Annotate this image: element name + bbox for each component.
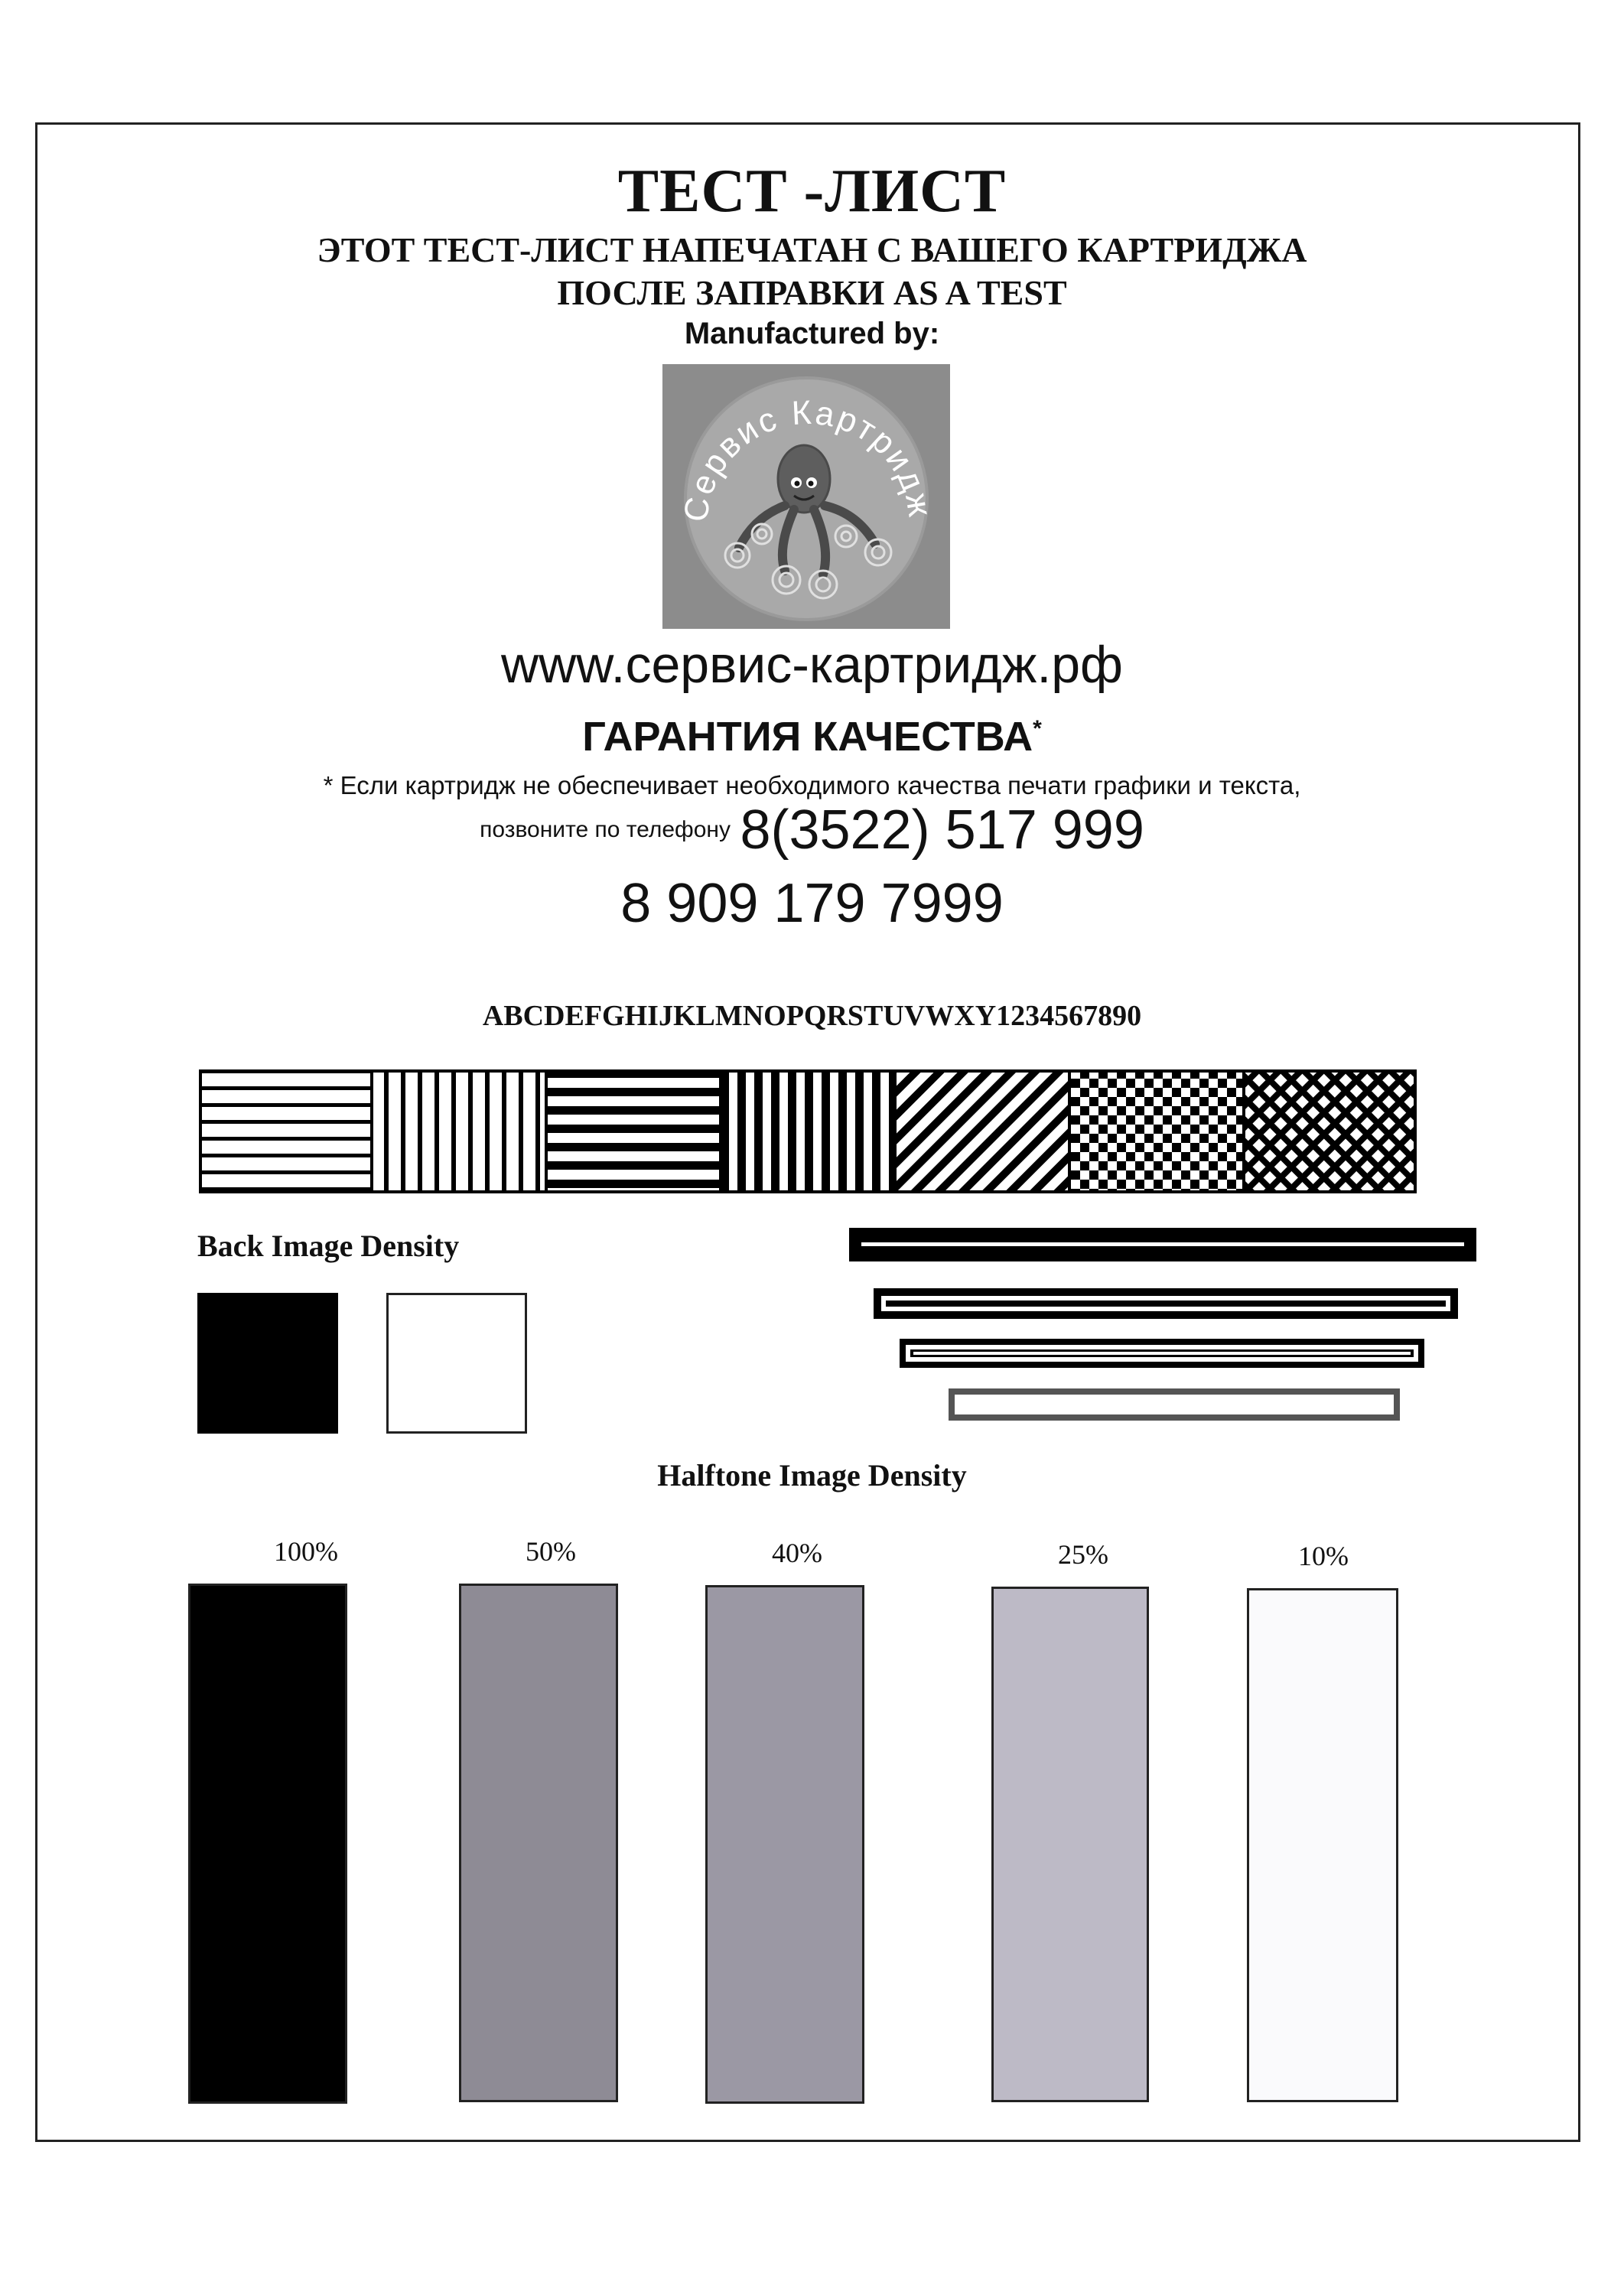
halftone-label-0: 100%	[274, 1536, 338, 1567]
website-url: www.сервис-картридж.рф	[500, 636, 1123, 694]
halftone-bar-4	[1247, 1588, 1398, 2102]
guarantee-title-text: ГАРАНТИЯ КАЧЕСТВА	[582, 714, 1033, 760]
guarantee-title	[0, 713, 1624, 760]
line-width-test	[841, 1224, 1484, 1427]
pattern-checker	[1069, 1071, 1244, 1192]
subtitle-line-2: ПОСЛЕ ЗАПРАВКИ AS A TEST	[557, 273, 1067, 312]
pattern-vertical-thick	[721, 1071, 895, 1192]
guarantee-note: * Если картридж не обеспечивает необходимого качества печати графики и текста,	[323, 771, 1301, 799]
page-title: ТЕСТ -ЛИСТ	[617, 158, 1007, 225]
pattern-strip	[199, 1069, 1417, 1193]
halftone-bar-1	[459, 1584, 618, 2102]
pattern-horizontal-thick	[546, 1071, 721, 1192]
logo-text: Сервис Картридж	[676, 393, 939, 525]
subtitle-line-1: ЭТОТ ТЕСТ-ЛИСТ НАПЕЧАТАН С ВАШЕГО КАРТРИДЖА	[317, 230, 1307, 269]
pattern-diagonal	[895, 1071, 1069, 1192]
call-text: позвоните по телефону	[480, 817, 731, 842]
halftone-label-4: 10%	[1298, 1541, 1349, 1571]
manufactured-by: Manufactured by:	[684, 317, 940, 350]
line-sample-4	[952, 1392, 1397, 1418]
halftone-label-3: 25%	[1058, 1539, 1108, 1570]
phone-secondary: 8 909 179 7999	[620, 873, 1004, 934]
back-density-label: Back Image Density	[197, 1229, 460, 1263]
phone-line	[0, 799, 1624, 861]
alphabet-test: ABCDEFGHIJKLMNOPQRSTUVWXY1234567890	[482, 1000, 1142, 1032]
halftone-bar-2	[705, 1585, 864, 2104]
pattern-horizontal-thin	[200, 1071, 372, 1192]
pattern-vertical-thin	[372, 1071, 546, 1192]
halftone-density-label: Halftone Image Density	[657, 1458, 967, 1493]
guarantee-star: *	[1033, 716, 1042, 741]
white-density-square	[386, 1293, 527, 1434]
halftone-label-1: 50%	[526, 1536, 576, 1567]
black-density-square	[197, 1293, 338, 1434]
halftone-bar-3	[991, 1587, 1149, 2102]
halftone-label-2: 40%	[772, 1538, 822, 1568]
pattern-diamond	[1244, 1071, 1415, 1192]
company-logo	[662, 364, 950, 629]
halftone-bar-0	[188, 1584, 347, 2104]
phone-primary: 8(3522) 517 999	[740, 799, 1144, 861]
